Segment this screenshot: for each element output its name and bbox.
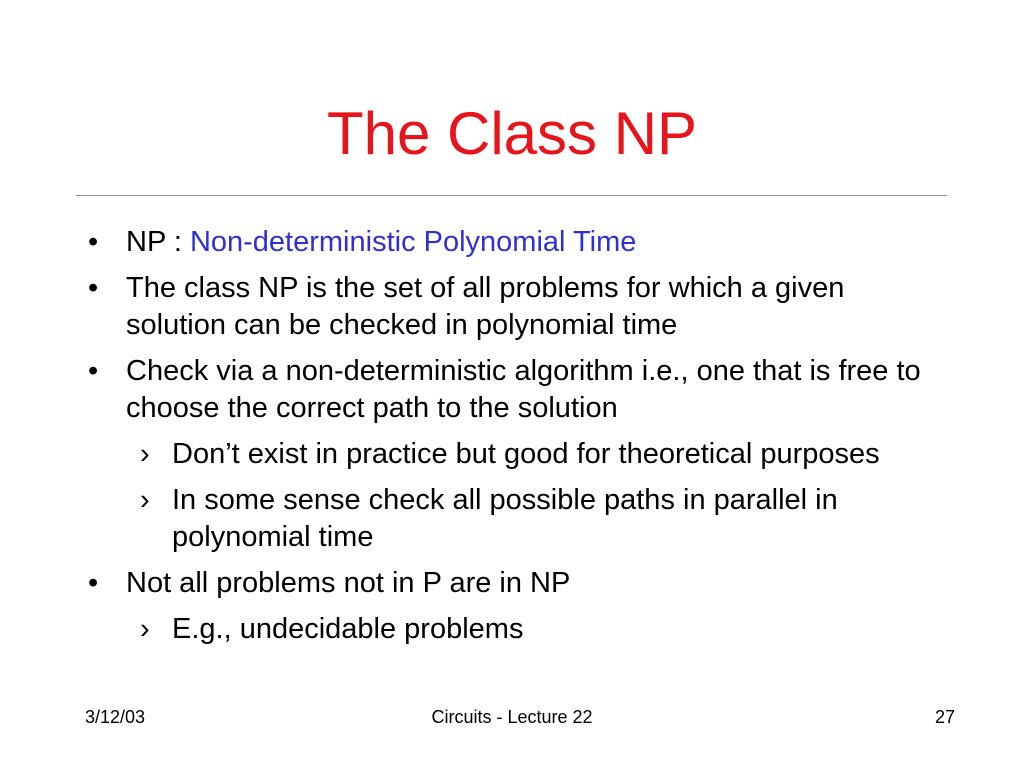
sub-bullet-marker: › <box>140 484 150 516</box>
sub-bullet-item <box>84 436 944 473</box>
page-number: 27 <box>934 707 955 727</box>
bullet-marker: • <box>88 567 99 599</box>
sub-bullet-marker: › <box>140 438 150 470</box>
bullet-marker: • <box>88 355 99 387</box>
bullet-item <box>84 353 944 427</box>
sub-bullet-text: Don’t exist in practice but good for theoretical purposes <box>172 438 880 470</box>
bullet-marker: • <box>88 226 99 258</box>
bullet-text: Check via a non-deterministic algorithm i.e., one that is free to choose the correct path to the solution <box>126 355 921 424</box>
bullet-label: NP : <box>126 226 190 258</box>
bullet-list <box>84 224 944 657</box>
sub-bullet-item <box>84 482 944 556</box>
footer-date: 3/12/03 <box>85 707 146 727</box>
sub-bullet-text: In some sense check all possible paths in parallel in polynomial time <box>172 484 838 553</box>
bullet-item <box>84 565 944 602</box>
bullet-text: Not all problems not in P are in NP <box>126 567 571 599</box>
bullet-marker: • <box>88 272 99 304</box>
sub-bullet-item <box>84 611 944 648</box>
title-divider <box>76 195 947 196</box>
bullet-item <box>84 270 944 344</box>
sub-bullet-marker: › <box>140 613 150 645</box>
bullet-item <box>84 224 944 261</box>
bullet-accent-text: Non-deterministic Polynomial Time <box>189 226 637 258</box>
slide-title: The Class NP <box>326 100 698 167</box>
sub-bullet-text: E.g., undecidable problems <box>172 613 524 645</box>
footer-title: Circuits - Lecture 22 <box>431 707 593 727</box>
bullet-text: The class NP is the set of all problems for which a given solution can be checked in polynomial time <box>126 272 845 341</box>
